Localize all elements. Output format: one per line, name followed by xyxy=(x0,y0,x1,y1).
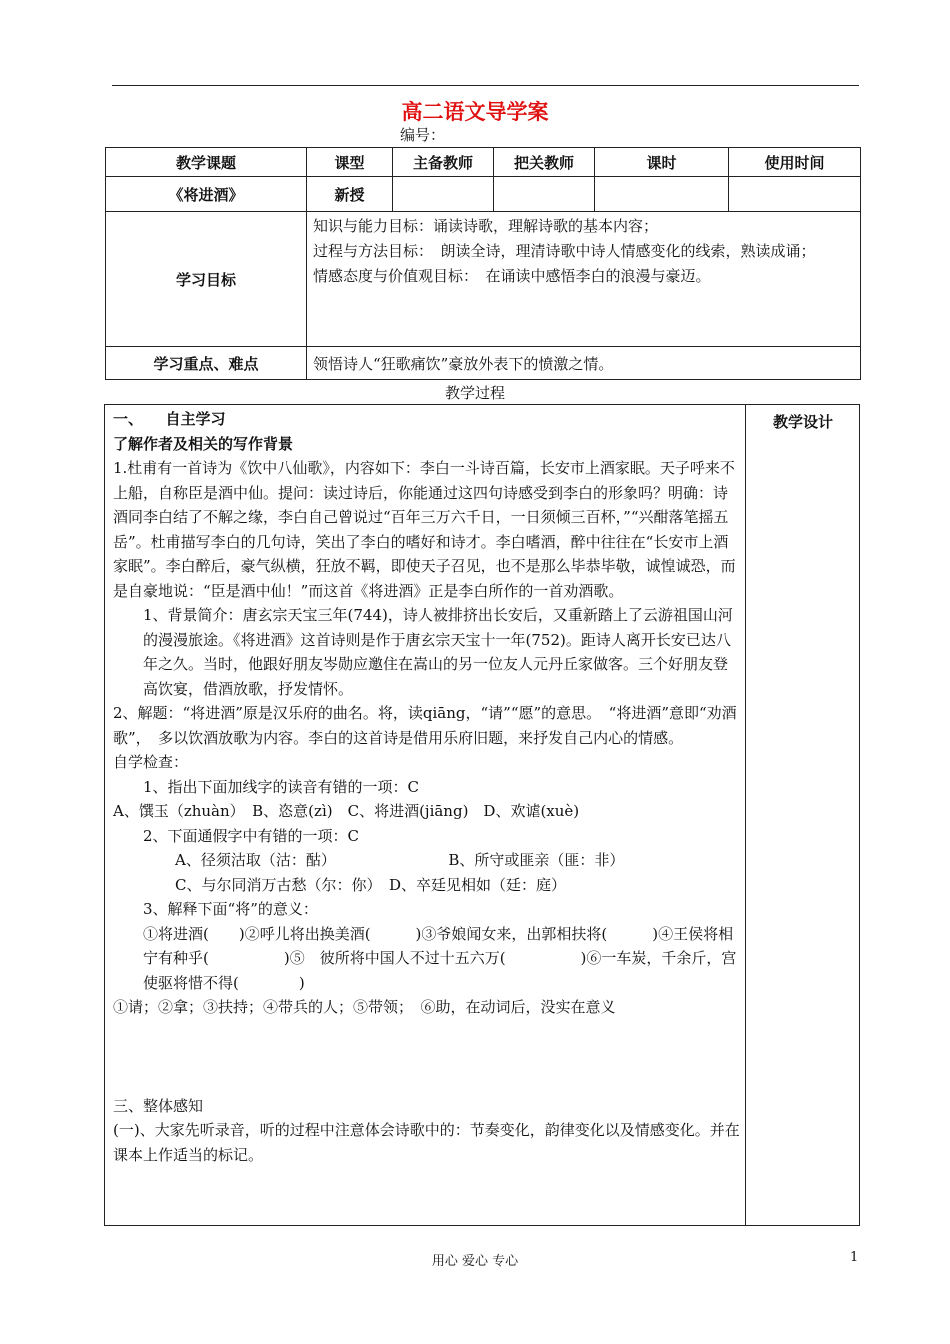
header-cell-lead-teacher: 主备教师 xyxy=(393,148,494,177)
objectives-row xyxy=(106,212,861,347)
section-self-study: 一、 自主学习 xyxy=(113,410,226,428)
header-rule xyxy=(112,85,859,86)
design-column-header: 教学设计 xyxy=(772,413,833,431)
header-cell-topic: 教学课题 xyxy=(106,148,307,177)
value-cell-periods xyxy=(595,177,729,212)
question-2-options-cd: C、与尔同消万古愁（尔：你） D、卒廷见相如（廷：庭） xyxy=(175,875,567,894)
question-3-answer: ①请；②拿；③扶持；④带兵的人；⑤带领； ⑥助，在动词后，没实在意义 xyxy=(113,998,616,1016)
value-cell-lead-teacher xyxy=(393,177,494,212)
objectives-label: 学习目标 xyxy=(106,212,307,347)
question-2: 2、下面通假字中有错的一项：C xyxy=(143,826,360,845)
value-cell-reviewer xyxy=(494,177,595,212)
value-cell-date xyxy=(729,177,861,212)
process-box xyxy=(104,404,860,1226)
focus-row xyxy=(106,347,861,380)
page-footer: 用心 爱心 专心 xyxy=(431,1254,519,1269)
question-1-options: A、馔玉（zhuàn） B、恣意(zì) C、将进酒(jiāng) D、欢谑(xuè) xyxy=(113,802,580,820)
paragraph-dufu-poem: 1.杜甫有一首诗为《饮中八仙歌》，内容如下：李白一斗诗百篇，长安市上酒家眠。天子呼来不上船，自称臣是酒中仙。提问：读过诗后，你能通过这四句诗感受到李白的形象吗？明确：诗酒同李白结了不解之缘，李白自己曾说过“百年三万六千日，一日须倾三百杯，”“兴酣落笔摇五岳”。杜甫描写李白的几句诗，笑出了李白的嗜好和诗才。李白嗜酒，醉中往往在“长安市上酒家眠”。李白醉后，豪气纵横，狂放不羁，即使天子召见，也不是那么毕恭毕敬，诚惶诚恐，而是自豪地说：“臣是酒中仙！”而这首《将进酒》正是李白所作的一首劝酒歌。 xyxy=(113,459,736,600)
objectives-content xyxy=(307,212,861,347)
objective-attitude: 情感态度与价值观目标： 在诵读中感悟李白的浪漫与豪迈。 xyxy=(313,267,711,285)
paragraph-listening-task: (一)、大家先听录音，听的过程中注意体会诗歌中的：节奏变化，韵律变化以及情感变化。并在课本上作适当的标记。 xyxy=(113,1121,740,1164)
header-cell-date: 使用时间 xyxy=(729,148,861,177)
focus-content: 领悟诗人“狂歌痛饮”豪放外表下的愤激之情。 xyxy=(307,347,861,380)
objective-knowledge: 知识与能力目标：诵读诗歌，理解诗歌的基本内容； xyxy=(313,217,659,235)
value-cell-type: 新授 xyxy=(307,177,393,212)
question-3: 3、解释下面“将”的意义： xyxy=(143,900,318,918)
document-title: 高二语文导学案 xyxy=(401,100,549,124)
question-3-items: ①将进酒( )②呼儿将出换美酒( )③爷娘闻女来，出郭相扶将( )④王侯将相宁有种乎( )⑤ 彼所将中国人不过十五六万( )⑥一车炭，千余斤，宫使驱将惜不得( ) xyxy=(143,924,737,992)
paragraph-background: 1、背景简介：唐玄宗天宝三年(744)，诗人被排挤出长安后，又重新踏上了云游祖国山河的漫漫旅途。《将进酒》这首诗则是作于唐玄宗天宝十一年(752)。距诗人离开长安已达八年之久。当时，他跟好朋友岑勋应邀住在嵩山的另一位友人元丹丘家做客。三个好朋友登高饮宴，借酒放歌，抒发情怀。 xyxy=(143,606,733,698)
page-number: 1 xyxy=(850,1250,859,1265)
paragraph-title-explanation: 2、解题：“将进酒”原是汉乐府的曲名。将，读qiāng，“请”“愿”的意思。 “将进酒”意即“劝酒歌”， 多以饮酒放歌为内容。李白的这首诗是借用乐府旧题，来抒发自己内心的情感。 xyxy=(113,704,737,747)
info-table xyxy=(105,147,861,380)
info-header-row xyxy=(106,148,861,177)
self-check-label: 自学检查： xyxy=(113,753,189,771)
section-overall-perception: 三、整体感知 xyxy=(113,1096,204,1115)
header-cell-type: 课型 xyxy=(307,148,393,177)
focus-label: 学习重点、难点 xyxy=(106,347,307,380)
value-cell-topic: 《将进酒》 xyxy=(106,177,307,212)
header-cell-periods: 课时 xyxy=(595,148,729,177)
objective-process: 过程与方法目标： 朗读全诗，理清诗歌中诗人情感变化的线索，熟读成诵； xyxy=(313,242,816,260)
column-divider xyxy=(745,405,746,1225)
question-1: 1、指出下面加线字的读音有错的一项：C xyxy=(143,777,420,796)
question-2-options-ab: A、径须沽取（沽：酤） B、所守或匪亲（匪：非） xyxy=(175,851,625,869)
document-number-label: 编号： xyxy=(400,126,446,144)
process-caption: 教学过程 xyxy=(444,384,505,402)
info-value-row xyxy=(106,177,861,212)
blank-space xyxy=(113,1020,741,1094)
header-cell-reviewer: 把关教师 xyxy=(494,148,595,177)
subheading-background: 了解作者及相关的写作背景 xyxy=(113,434,294,453)
process-content xyxy=(113,407,741,1167)
